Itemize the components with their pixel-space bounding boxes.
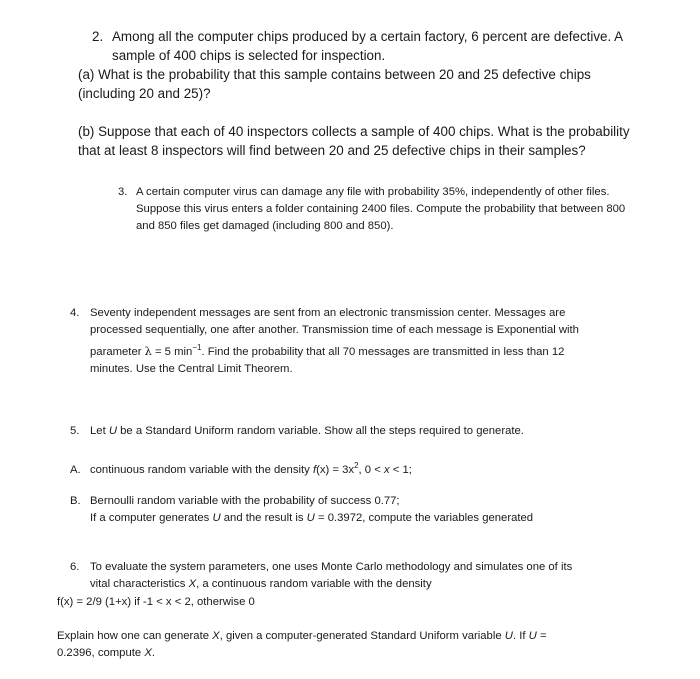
exponent: 2 <box>354 461 359 470</box>
question-3-line-3: and 850 files get damaged (including 800 and 850). <box>136 220 394 232</box>
part-label: B. <box>70 495 81 507</box>
question-5b-line-1: B. Bernoulli random variable with the probability of success 0.77; <box>70 493 533 510</box>
question-number: 6. <box>70 561 80 573</box>
question-5b <box>70 493 533 527</box>
question-6-line-1: 6. To evaluate the system parameters, one uses Monte Carlo methodology and simulates one of its <box>70 559 572 576</box>
function-f: f <box>312 463 317 476</box>
question-6-line-2: vital characteristics X, a continuous random variable with the density <box>90 578 432 590</box>
variable-x: X <box>188 578 197 590</box>
question-4-line-2: processed sequentially, one after another. Transmission time of each message is Exponential with <box>90 324 579 336</box>
question-5 <box>70 423 524 440</box>
variable-u: U <box>108 425 118 437</box>
variable-u: U <box>306 512 315 524</box>
question-2a-line-2: (including 20 and 25)? <box>78 86 211 101</box>
variable-x: x <box>383 463 390 476</box>
density-formula: f(x) = 2/9 (1+x) if -1 < x < 2, otherwise 0 <box>57 596 255 608</box>
part-label: A. <box>70 463 81 476</box>
question-2a <box>78 65 591 103</box>
question-3 <box>118 184 625 235</box>
variable-x: X <box>144 647 152 659</box>
question-2b <box>78 122 630 160</box>
variable-u: U <box>504 630 513 642</box>
question-3-line-1: 3. A certain computer virus can damage any file with probability 35%, independently of other files. <box>118 184 625 201</box>
question-4-line-3: parameter λ = 5 $\min^{-1}$. Find the probability that all 70 messages are transmitted in less than 12 <box>90 343 565 358</box>
question-5a-line-1: A. continuous random variable with the density $f(x) = 3x^2$, 0 < x < 1; <box>70 457 412 479</box>
question-5b-line-2: If a computer generates U and the result is U = 0.3972, compute the variables generated <box>90 512 534 524</box>
question-4 <box>70 305 579 378</box>
question-number: 2. <box>92 29 104 44</box>
question-6 <box>70 559 572 593</box>
question-2a-line-1: (a) What is the probability that this sample contains between 20 and 25 defective chips <box>78 67 591 82</box>
variable-u: U <box>528 630 537 642</box>
exponent: −1 <box>192 343 202 352</box>
question-2 <box>92 27 623 65</box>
question-2-line-1: 2. Among all the computer chips produced by a certain factory, 6 percent are defective. A <box>92 29 624 44</box>
question-number: 3. <box>118 186 128 198</box>
lambda-symbol: λ <box>144 344 152 358</box>
question-6-density <box>57 594 255 611</box>
question-6-explain <box>57 628 547 662</box>
variable-u: U <box>212 512 221 524</box>
question-2b-line-1: (b) Suppose that each of 40 inspectors collects a sample of 400 chips. What is the probability <box>78 124 630 139</box>
question-4-line-4: minutes. Use the Central Limit Theorem. <box>90 362 293 375</box>
question-5a <box>70 457 412 479</box>
question-4-line-1: 4. Seventy independent messages are sent from an electronic transmission center. Messages are <box>70 305 579 322</box>
question-6-explain-line-1: Explain how one can generate X, given a computer-generated Standard Uniform variable U. If U = <box>57 630 547 642</box>
variable-x: X <box>212 630 220 642</box>
question-number: 5. <box>70 425 80 437</box>
question-6-explain-line-2: 0.2396, compute X. <box>57 647 155 659</box>
question-2b-line-2: that at least 8 inspectors will find between 20 and 25 defective chips in their samples? <box>78 143 586 158</box>
question-5-line-1: 5. Let U be a Standard Uniform random variable. Show all the steps required to generate. <box>70 423 524 440</box>
question-3-line-2: Suppose this virus enters a folder containing 2400 files. Compute the probability that between 800 <box>136 203 626 215</box>
question-2-line-2: sample of 400 chips is selected for inspection. <box>112 48 386 63</box>
question-number: 4. <box>70 307 80 319</box>
